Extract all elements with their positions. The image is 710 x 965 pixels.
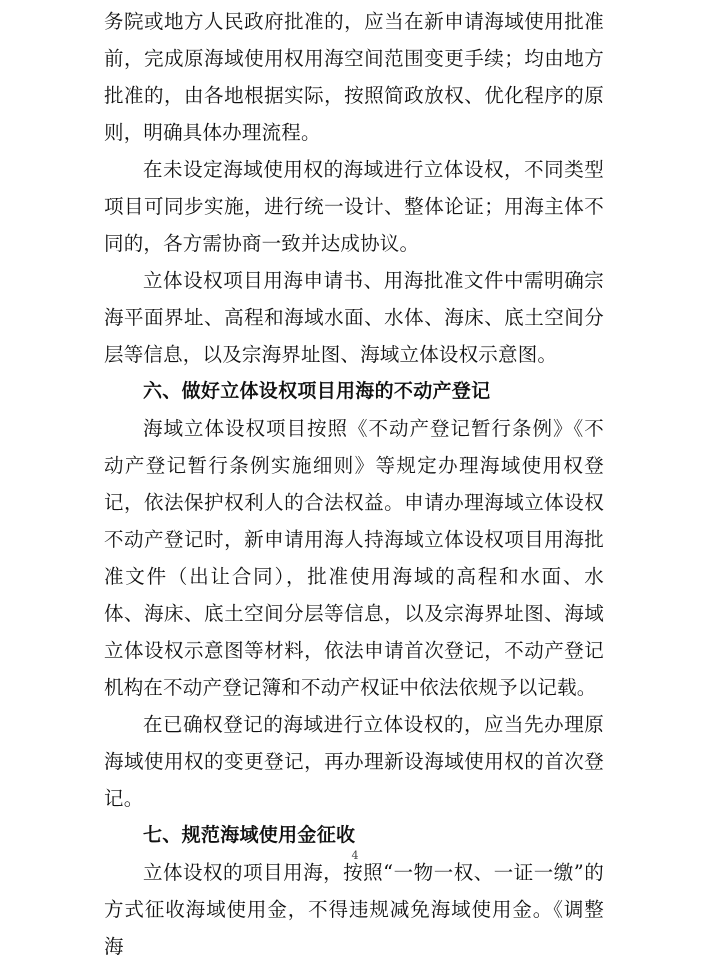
section-heading-7: 七、规范海域使用金征收 xyxy=(143,824,356,846)
paragraph-registration: 海域立体设权项目按照《不动产登记暂行条例》《不动产登记暂行条例实施细则》等规定办理海域使用权登记，依法保护权利人的合法权益。申请办理海域立体设权不动产登记时，新申请用海人持海域立体设权项目用海批准文件（出让合同），批准使用海域的高程和水面、水体、海床、底土空间分层等信息，以及宗海界址图、海域立体设权示意图等材料，依法申请首次登记，不动产登记机构在不动产登记簿和不动产权证中依法依规予以记载。 xyxy=(104,417,604,699)
section-heading-6: 六、做好立体设权项目用海的不动产登记 xyxy=(143,380,491,402)
paragraph-change-registration: 在已确权登记的海域进行立体设权的，应当先办理原海域使用权的变更登记，再办理新设海域使用权的首次登记。 xyxy=(104,713,604,810)
paragraph-sea-use-fee: 立体设权的项目用海，按照“一物一权、一证一缴”的方式征收海域使用金，不得违规减免海域使用金。《调整海 xyxy=(104,861,604,958)
paragraph-unset-sea-area: 在未设定海域使用权的海域进行立体设权，不同类型项目可同步实施，进行统一设计、整体论证；用海主体不同的，各方需协商一致并达成协议。 xyxy=(104,158,604,255)
page-number: 4 xyxy=(351,849,359,862)
paragraph-approval-procedure: 务院或地方人民政府批准的，应当在新申请海域使用批准前，完成原海域使用权用海空间范围变更手续；均由地方批准的，由各地根据实际，按照简政放权、优化程序的原则，明确具体办理流程。 xyxy=(104,10,604,144)
paragraph-application-documents: 立体设权项目用海申请书、用海批准文件中需明确宗海平面界址、高程和海域水面、水体、海床、底土空间分层等信息，以及宗海界址图、海域立体设权示意图。 xyxy=(104,269,604,366)
document-body xyxy=(104,3,604,965)
